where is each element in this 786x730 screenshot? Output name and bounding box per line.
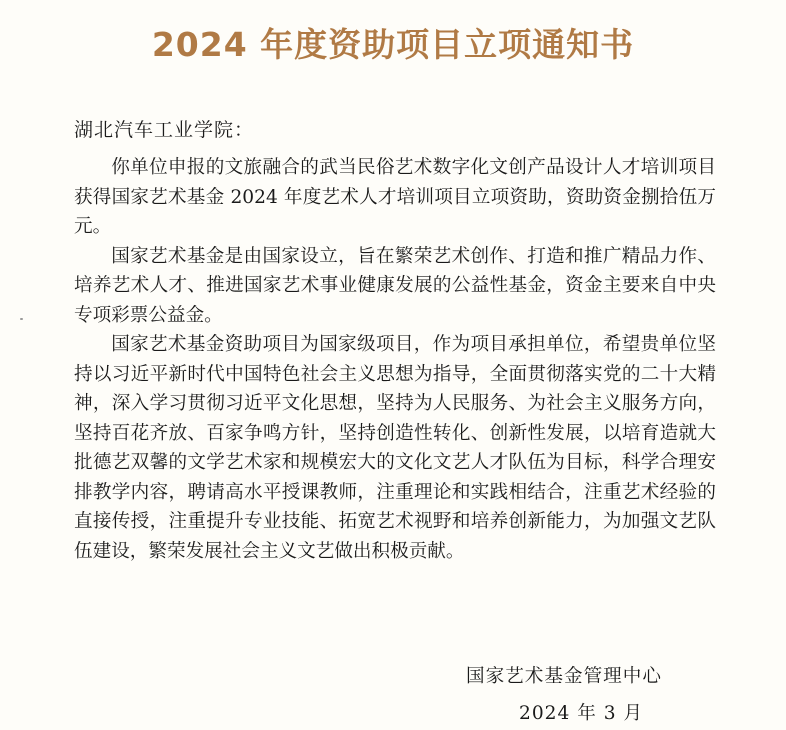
paragraph-fund-description: 国家艺术基金是由国家设立，旨在繁荣艺术创作、打造和推广精品力作、培养艺术人才、推进国家艺术事业健康发展的公益性基金，资金主要来自中央专项彩票公益金。 bbox=[74, 245, 716, 326]
scan-speck bbox=[20, 318, 23, 320]
salutation: 湖北汽车工业学院： bbox=[74, 119, 255, 141]
signature-date: 2024 年 3 月 bbox=[519, 703, 644, 724]
document-body bbox=[74, 153, 716, 566]
document-title: 2024 年度资助项目立项通知书 bbox=[151, 25, 635, 64]
paragraph-project-requirements: 国家艺术基金资助项目为国家级项目，作为项目承担单位，希望贵单位坚持以习近平新时代中国特色社会主义思想为指导，全面贯彻落实党的二十大精神，深入学习贯彻习近平文化思想，坚持为人民服务、为社会主义服务方向，坚持百花齐放、百家争鸣方针，坚持创造性转化、创新性发展，以培育造就大批德艺双馨的文学艺术家和规模宏大的文化文艺人才队伍为目标，科学合理安排教学内容，聘请高水平授课教师，注重理论和实践相结合，注重艺术经验的直接传授，注重提升专业技能、拓宽艺术视野和培养创新能力，为加强文艺队伍建设，繁荣发展社会主义文艺做出积极贡献。 bbox=[74, 334, 716, 562]
signature-organization: 国家艺术基金管理中心 bbox=[466, 666, 662, 687]
paragraph-grant-notice: 你单位申报的文旅融合的武当民俗艺术数字化文创产品设计人才培训项目获得国家艺术基金 2024 年度艺术人才培训项目立项资助，资助资金捌拾伍万元。 bbox=[74, 157, 716, 237]
